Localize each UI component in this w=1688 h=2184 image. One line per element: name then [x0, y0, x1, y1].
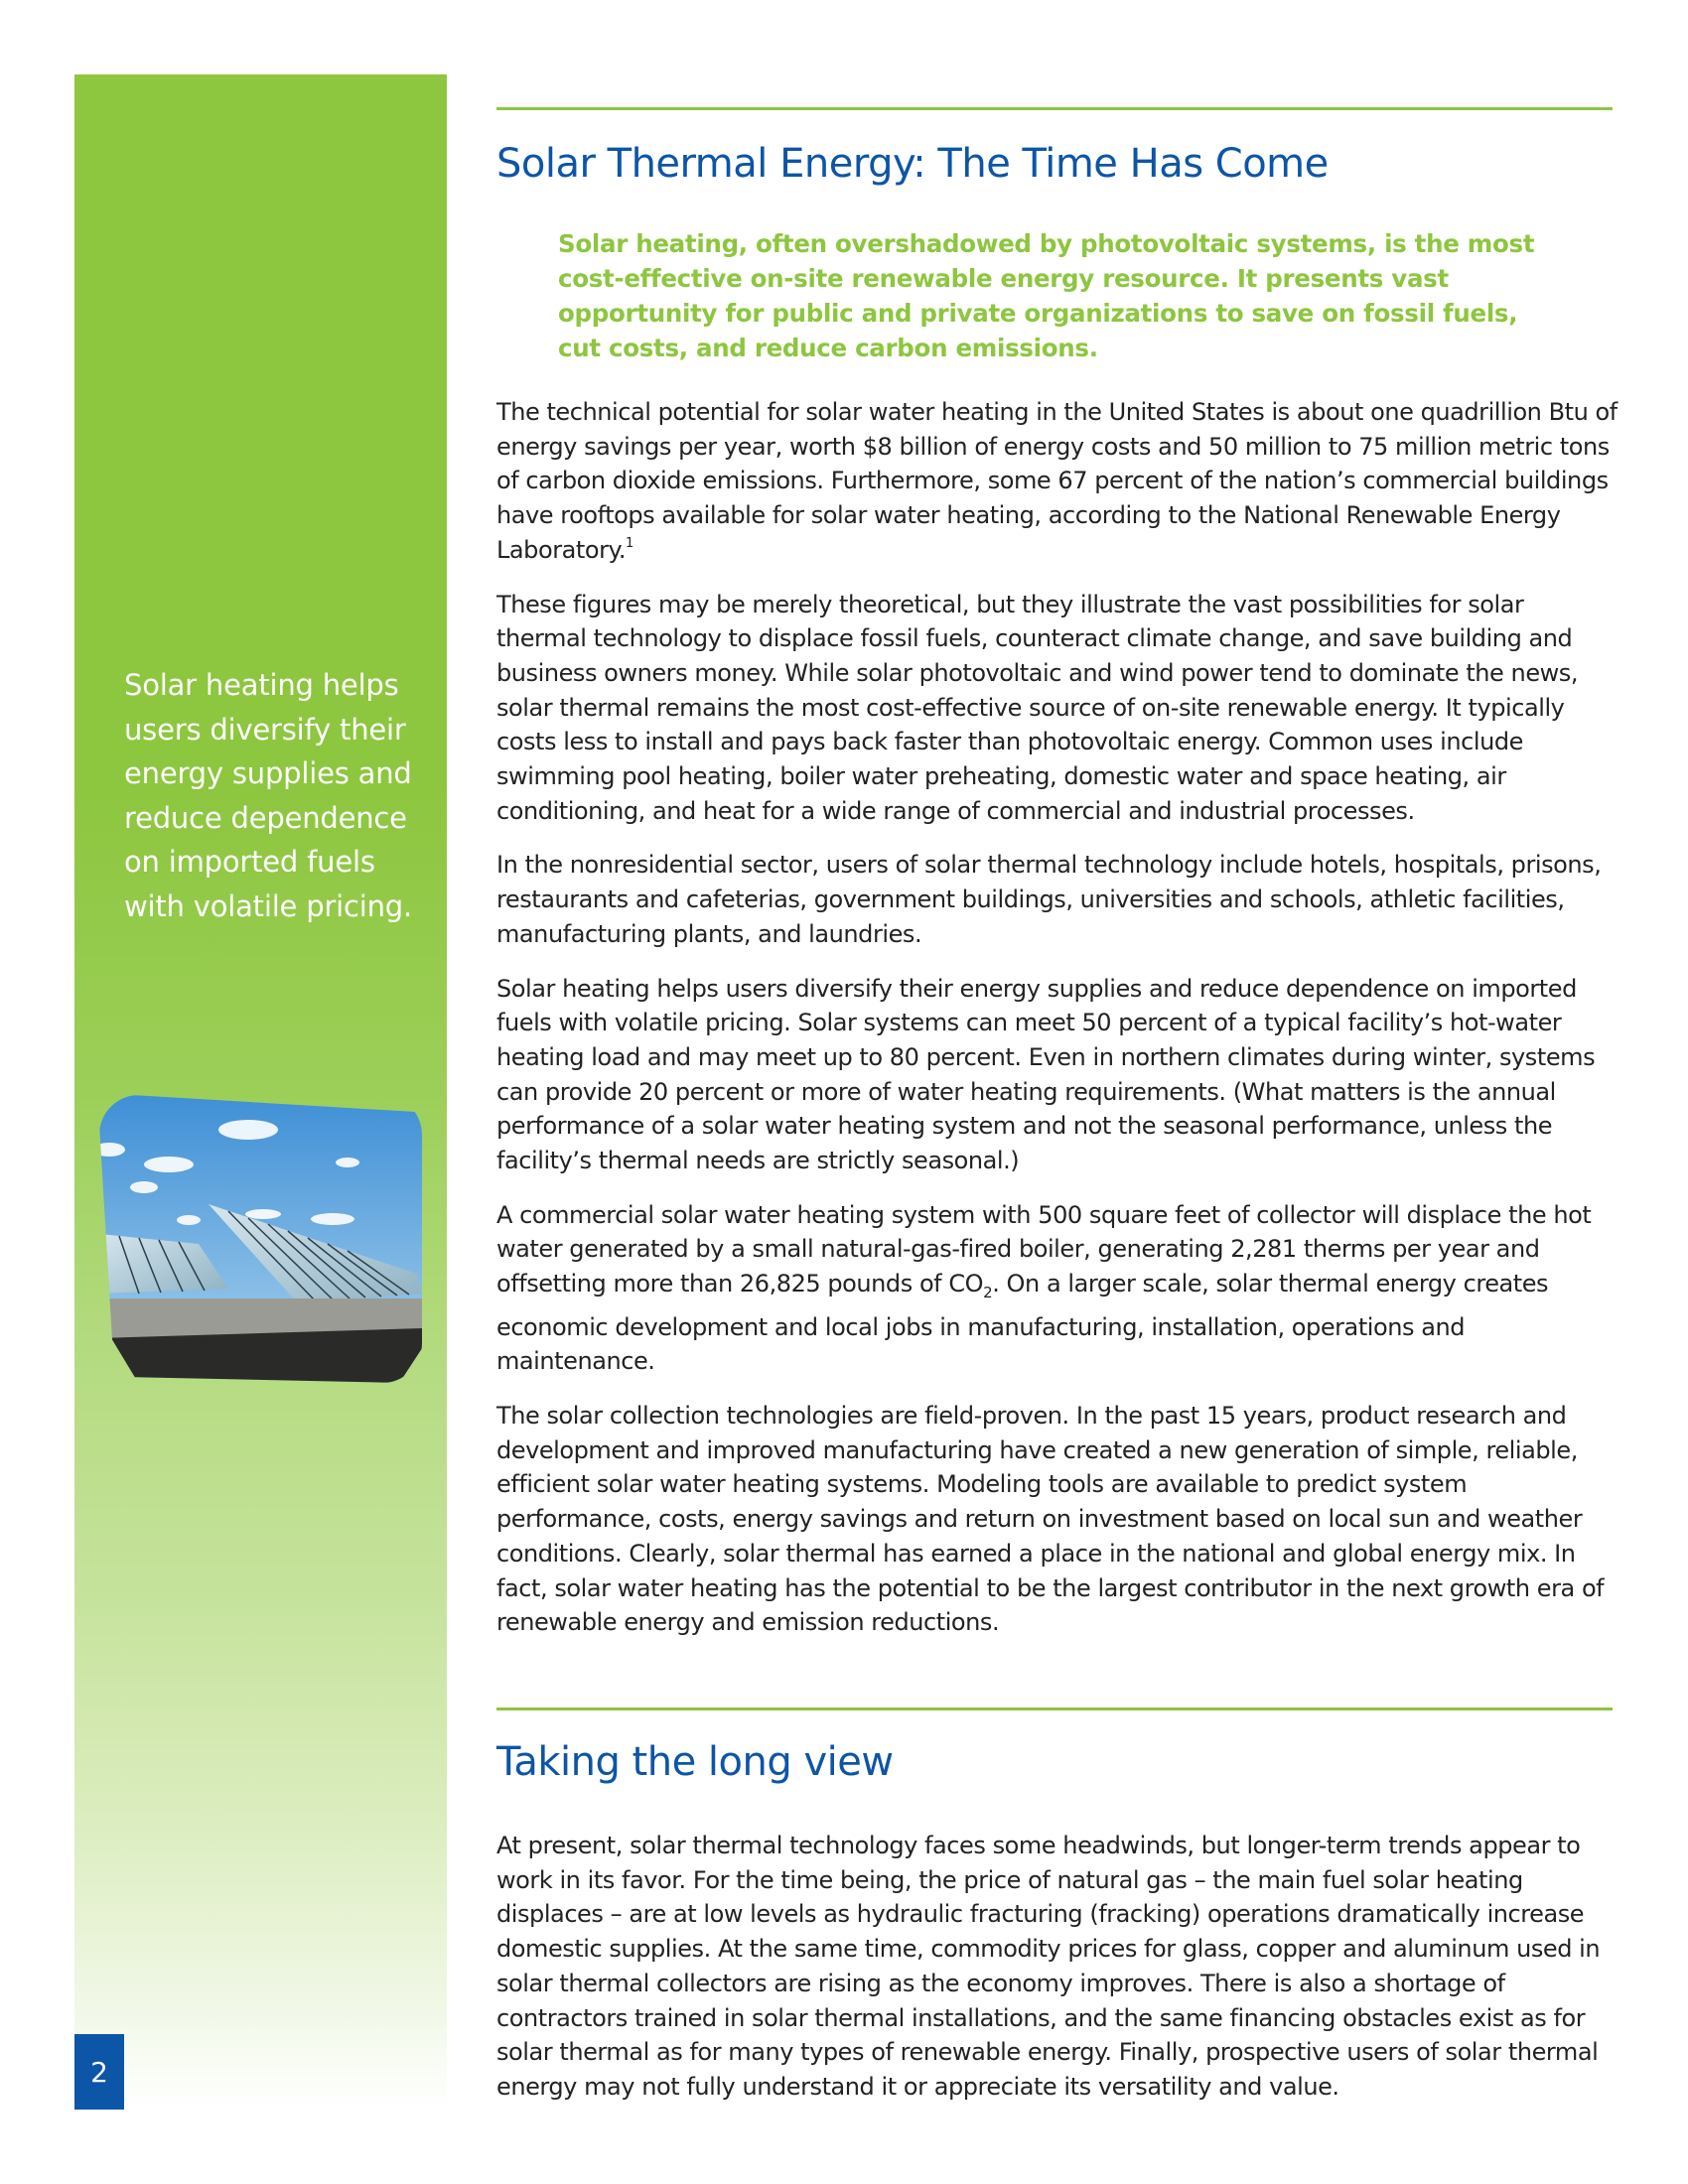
page-number: 2 [74, 2034, 124, 2110]
paragraph: At present, solar thermal technology faces some headwinds, but longer-term trends appear to work in its favor. For the time being, the price of natural gas – the main fuel solar heating displaces – are at low levels as hydraulic fracturing (fracking) operations dramatically increase domestic supplies. At the same time, commodity prices for glass, copper and aluminum used in solar thermal collectors are rising as the economy improves. There is also a shortage of contractors trained in solar thermal installations, and the same financing obstacles exist as for solar thermal as for many types of renewable energy. Finally, prospective users of solar thermal energy may not fully understand it or appreciate its versatility and value. [496, 1832, 1601, 2101]
section-divider-top [496, 107, 1613, 110]
paragraph-text: . On a larger scale, solar thermal energy creates economic development and local jobs in manufacturing, installation, operations and maintenance. [496, 1270, 1549, 1376]
paragraph-text: A commercial solar water heating system with 500 square feet of collector will displace the hot water generated by a small natural-gas-fired boiler, generating 2,281 therms per year and offsetting more than 26,825 pounds of CO [496, 1200, 1592, 1298]
solar-collectors-photo [99, 1095, 422, 1383]
article-title: Solar Thermal Energy: The Time Has Come [496, 141, 1329, 187]
footnote-marker[interactable]: 1 [626, 535, 633, 551]
paragraph: The solar collection technologies are field-proven. In the past 15 years, product research and development and improved manufacturing have created a new generation of simple, reliable, efficient solar water heating systems. Modeling tools are available to predict system performance, costs, energy savings and return on investment based on local sun and weather conditions. Clearly, solar thermal has earned a place in the national and global energy mix. In fact, solar water heating has the potential to be the largest contributor in the next growth era of renewable energy and emission reductions. [496, 1402, 1605, 1637]
paragraph: In the nonresidential sector, users of solar thermal technology include hotels, hospitals, prisons, restaurants and cafeterias, government buildings, universities and schools, athletic facilities, manufacturing plants, and laundries. [496, 851, 1602, 948]
pull-quote: Solar heating helps users diversify their energy supplies and reduce dependence on imported fuels with volatile pricing. [124, 668, 413, 923]
paragraph [496, 1198, 1618, 1379]
sidebar-panel [74, 74, 447, 2110]
paragraph: These figures may be merely theoretical, but they illustrate the vast possibilities for solar thermal technology to displace fossil fuels, counteract climate change, and save building and business owners money. While solar photovoltaic and wind power tend to dominate the news, solar thermal remains the most cost-effective source of on-site renewable energy. It typically costs less to install and pays back faster than photovoltaic energy. Common uses include swimming pool heating, boiler water preheating, domestic water and space heating, air conditioning, and heat for a wide range of commercial and industrial processes. [496, 590, 1579, 825]
photo-illustration [99, 1095, 422, 1383]
section-title: Taking the long view [496, 1739, 894, 1785]
section-divider-middle [496, 1707, 1613, 1710]
article-body [496, 395, 1618, 1660]
paragraph: Solar heating helps users diversify their energy supplies and reduce dependence on imported fuels with volatile pricing. Solar systems can meet 50 percent of a typical facility’s hot-water heating load and may meet up to 80 percent. Even in northern climates during winter, systems can provide 20 percent or more of water heating requirements. (What matters is the annual performance of a solar water heating system and not the seasonal performance, unless the facility’s thermal needs are strictly seasonal.) [496, 974, 1596, 1175]
paragraph [496, 395, 1618, 568]
co2-subscript: 2 [983, 1283, 993, 1301]
paragraph-text: The technical potential for solar water heating in the United States is about one quadrillion Btu of energy savings per year, worth $8 billion of energy costs and 50 million to 75 million metric tons of carbon dioxide emissions. Furthermore, some 67 percent of the nation’s commercial buildings have rooftops available for solar water heating, according to the National Renewable Energy Laboratory. [496, 398, 1618, 564]
article-intro: Solar heating, often overshadowed by photovoltaic systems, is the most cost-effective on-site renewable energy resource. It presents vast opportunity for public and private organizations to save on fossil fuels, cut costs, and reduce carbon emissions. [558, 229, 1535, 362]
section-body [496, 1829, 1618, 2124]
